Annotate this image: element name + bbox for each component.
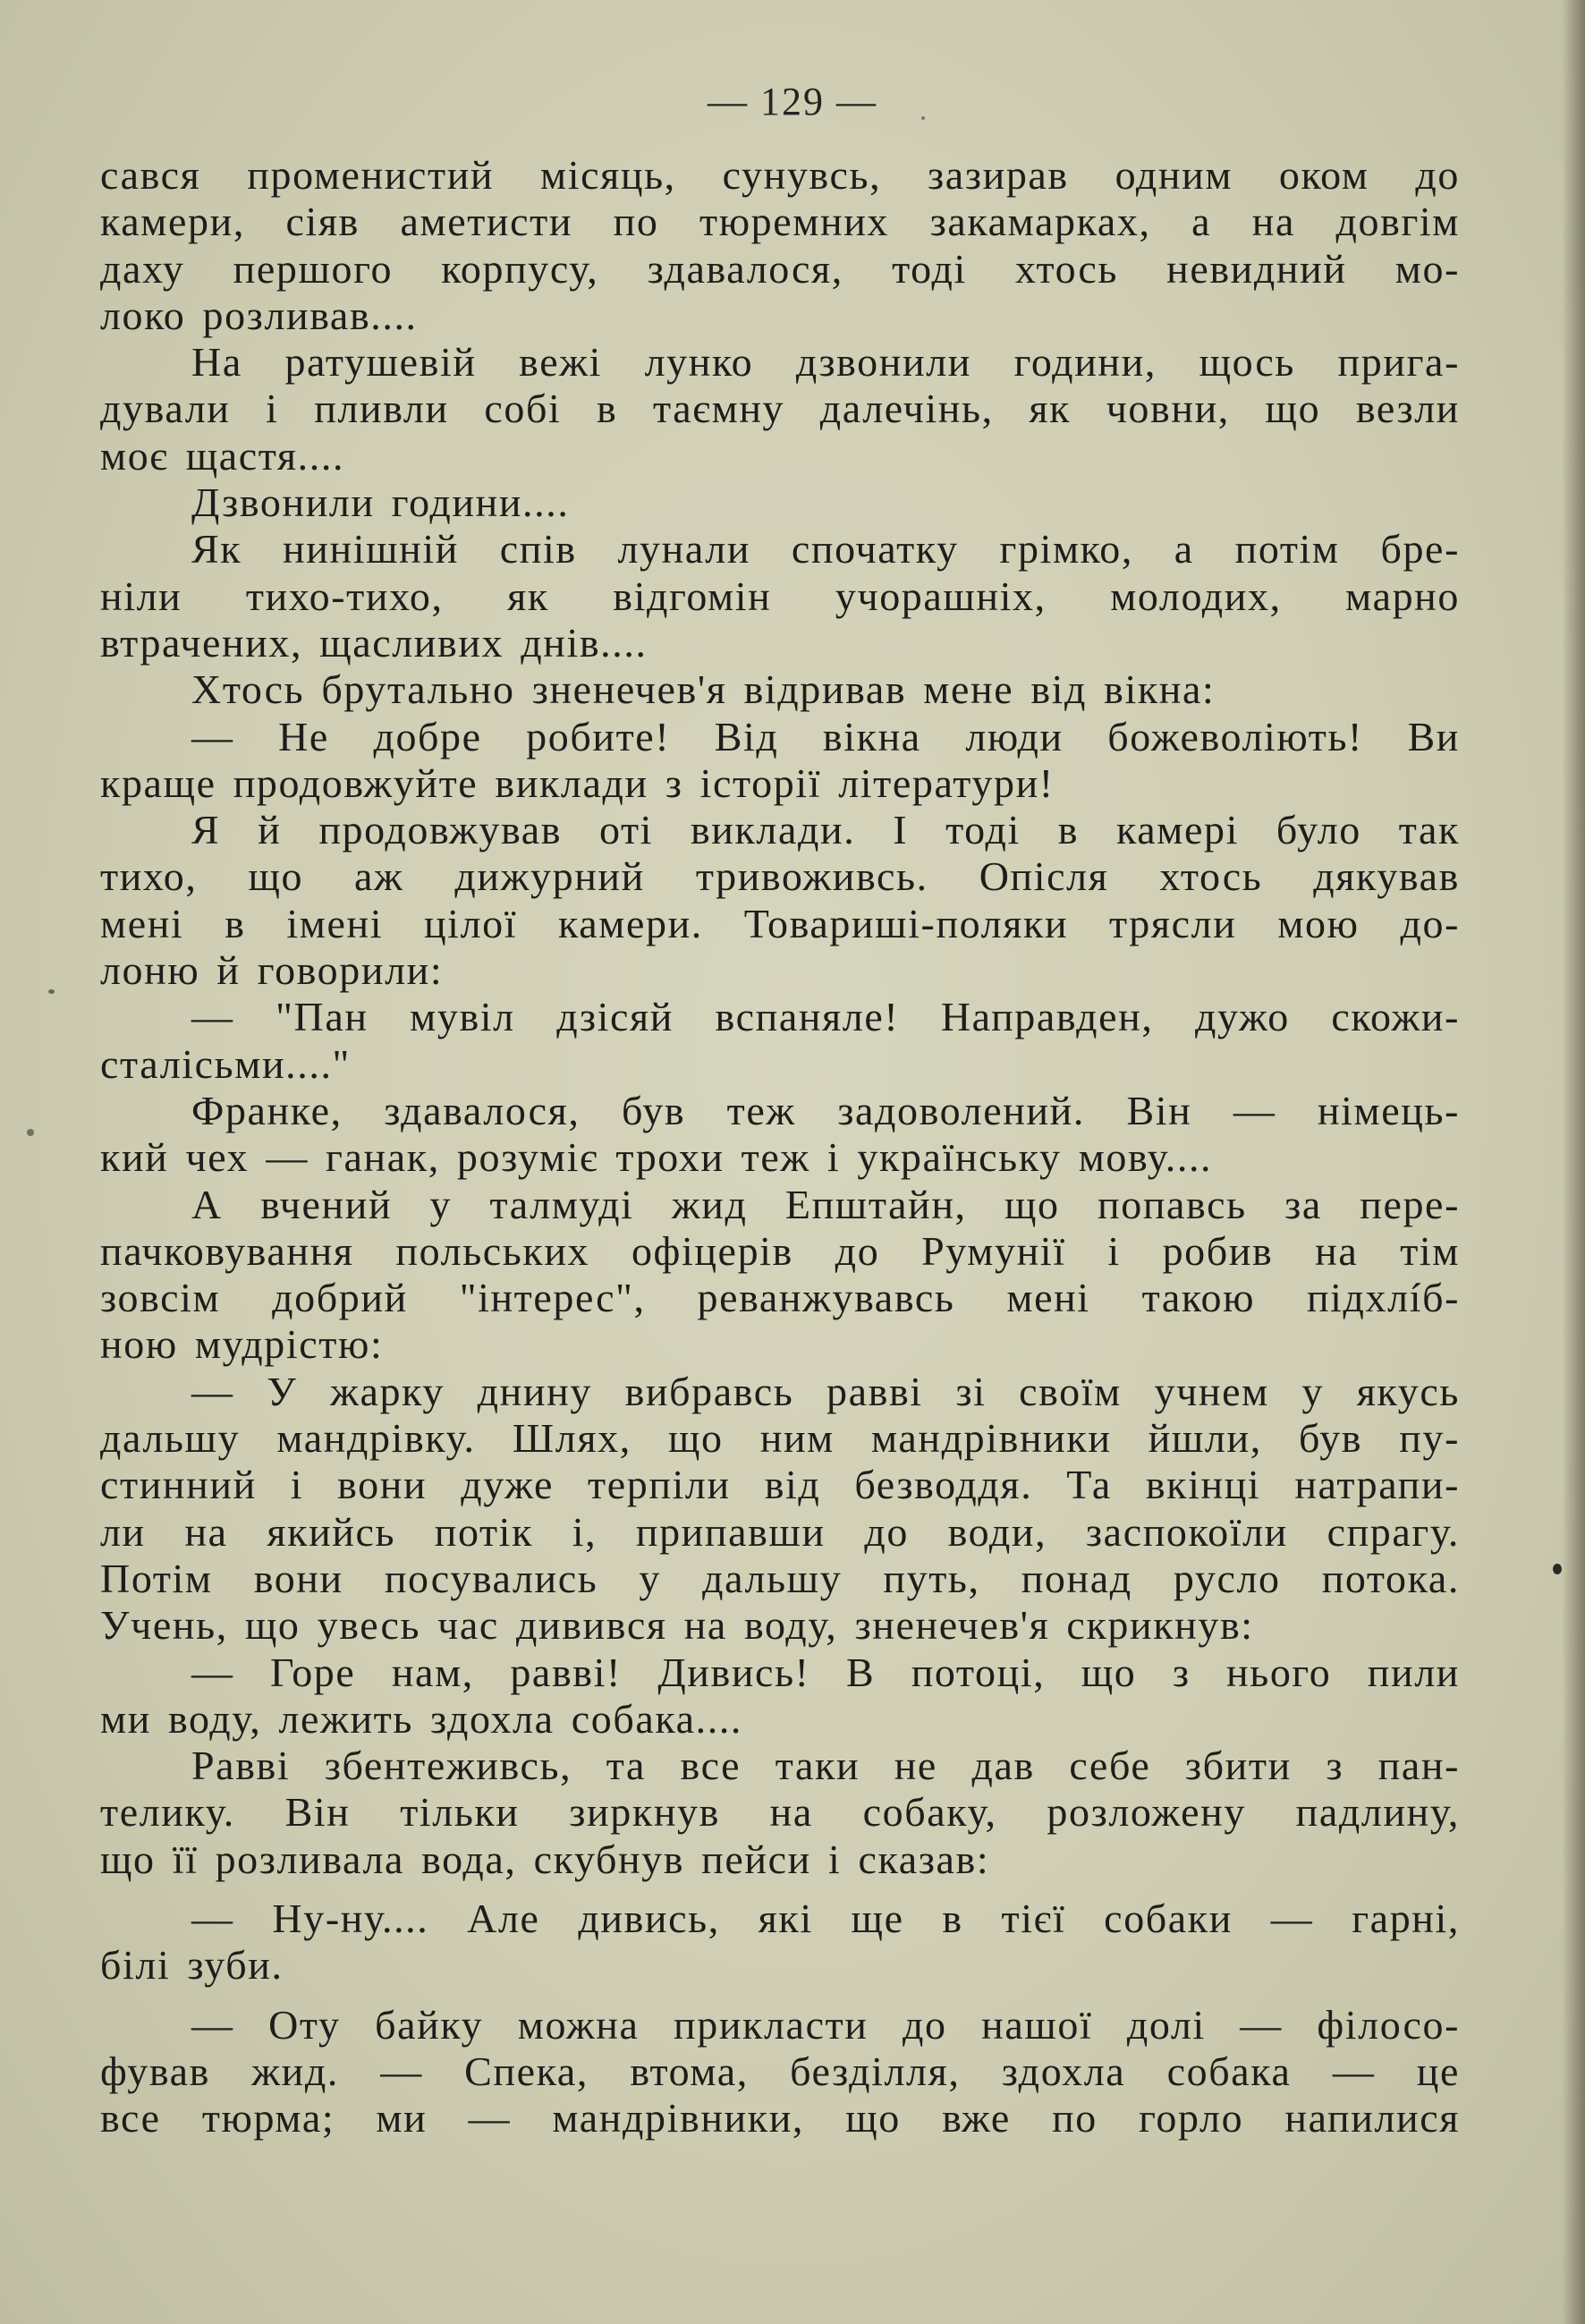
page-number: — 129 — <box>708 80 877 123</box>
text-line: локо розливав.... <box>100 292 418 338</box>
text-line: — Ну-ну.... Але дивись, які ще в тієї собаки — гарні, <box>191 1895 1460 1941</box>
text-line: даху першого корпусу, здавалося, тоді хтось невидний мо- <box>100 245 1460 292</box>
text-line: телику. Він тільки зиркнув на собаку, розложену падлину, <box>100 1789 1460 1836</box>
paragraph-gap <box>100 1883 1460 1896</box>
text-line: Я й продовжував оті виклади. І тоді в камері було так <box>191 807 1460 853</box>
text-line: — Оту байку можна прикласти до нашої долі — філосо- <box>191 2001 1460 2048</box>
text-line: Учень, що увесь час дивився на воду, зненечев'я скрикнув: <box>100 1602 1254 1649</box>
text-line: Як нинішній спів лунали спочатку грімко, а потім бре- <box>191 526 1460 573</box>
body-text <box>100 152 1460 2142</box>
text-line: все тюрма; ми — мандрівники, що вже по горло напилися <box>100 2095 1460 2142</box>
text-line: зовсім добрий "інтерес", реванжувавсь мені такою підхлíб- <box>100 1275 1460 1321</box>
text-line: втрачених, щасливих днів.... <box>100 619 648 666</box>
text-line: Равві збентеживсь, та все таки не дав себе збити з пан- <box>191 1743 1460 1789</box>
text-line: кий чех — ганак, розуміє трохи теж і українську мову.... <box>100 1134 1213 1181</box>
text-line: Дзвонили години.... <box>191 479 570 526</box>
text-line: що її розливала вода, скубнув пейси і сказав: <box>100 1836 990 1882</box>
text-line: краще продовжуйте виклади з історії літератури! <box>100 759 1055 806</box>
paper-speck <box>48 989 55 994</box>
text-line: стинний і вони дуже терпіли від безводдя. Та вкінці натрапи- <box>100 1462 1460 1508</box>
text-line: — У жарку днину вибравсь равві зі своїм учнем у якусь <box>191 1368 1460 1414</box>
text-line: тихо, що аж дижурний тривоживсь. Опісля хтось дякував <box>100 853 1460 900</box>
text-line: — Горе нам, равві! Дивись! В потоці, що з нього пили <box>191 1649 1460 1695</box>
text-line: камери, сіяв аметисти по тюремних закамарках, а на довгім <box>100 199 1460 245</box>
text-line: На ратушевій вежі лунко дзвонили години, щось прига- <box>191 339 1460 386</box>
text-line: сався променистий місяць, сунувсь, зазирав одним оком до <box>100 152 1460 198</box>
text-line: фував жид. — Спека, втома, безділля, здохла собака — це <box>100 2048 1460 2094</box>
text-line: — "Пан мувіл дзісяй вспаняле! Направден, дужо скожи- <box>191 994 1460 1040</box>
text-line: лоню й говорили: <box>100 947 444 994</box>
text-line: А вчений у талмуді жид Епштайн, що попавсь за пере- <box>191 1181 1460 1227</box>
page-edge-shadow <box>1562 0 1585 2324</box>
text-line: Потім вони посувались у дальшу путь, понад русло потока. <box>100 1555 1460 1601</box>
text-line: сталісьми...." <box>100 1040 351 1087</box>
paper-speck <box>921 116 925 120</box>
paper-speck <box>27 1129 34 1136</box>
text-line: дальшу мандрівку. Шлях, що ним мандрівники йшли, був пу- <box>100 1415 1460 1462</box>
text-line: Франке, здавалося, був теж задоволений. Він — німець- <box>191 1087 1460 1133</box>
text-line: ли на якийсь потік і, припавши до води, заспокоїли спрагу. <box>100 1508 1460 1555</box>
text-line: ніли тихо-тихо, як відгомін учорашніх, молодих, марно <box>100 573 1460 619</box>
text-line: ми воду, лежить здохла собака.... <box>100 1695 743 1742</box>
text-line: мені в імені цілої камери. Товариші-поляки трясли мою до- <box>100 900 1460 946</box>
text-line: ною мудрістю: <box>100 1321 384 1368</box>
text-line: пачковування польських офіцерів до Румунії і робив на тім <box>100 1227 1460 1274</box>
paper-speck <box>1553 1564 1562 1574</box>
text-line: — Не добре робите! Від вікна люди божеволіють! Ви <box>191 713 1460 759</box>
text-line: моє щастя.... <box>100 432 345 479</box>
text-line: білі зуби. <box>100 1942 284 1989</box>
text-line: Хтось брутально зненечев'я відривав мене від вікна: <box>191 666 1216 713</box>
text-line: дували і пливли собі в таємну далечінь, як човни, що везли <box>100 386 1460 432</box>
paragraph-gap <box>100 1989 1460 2002</box>
